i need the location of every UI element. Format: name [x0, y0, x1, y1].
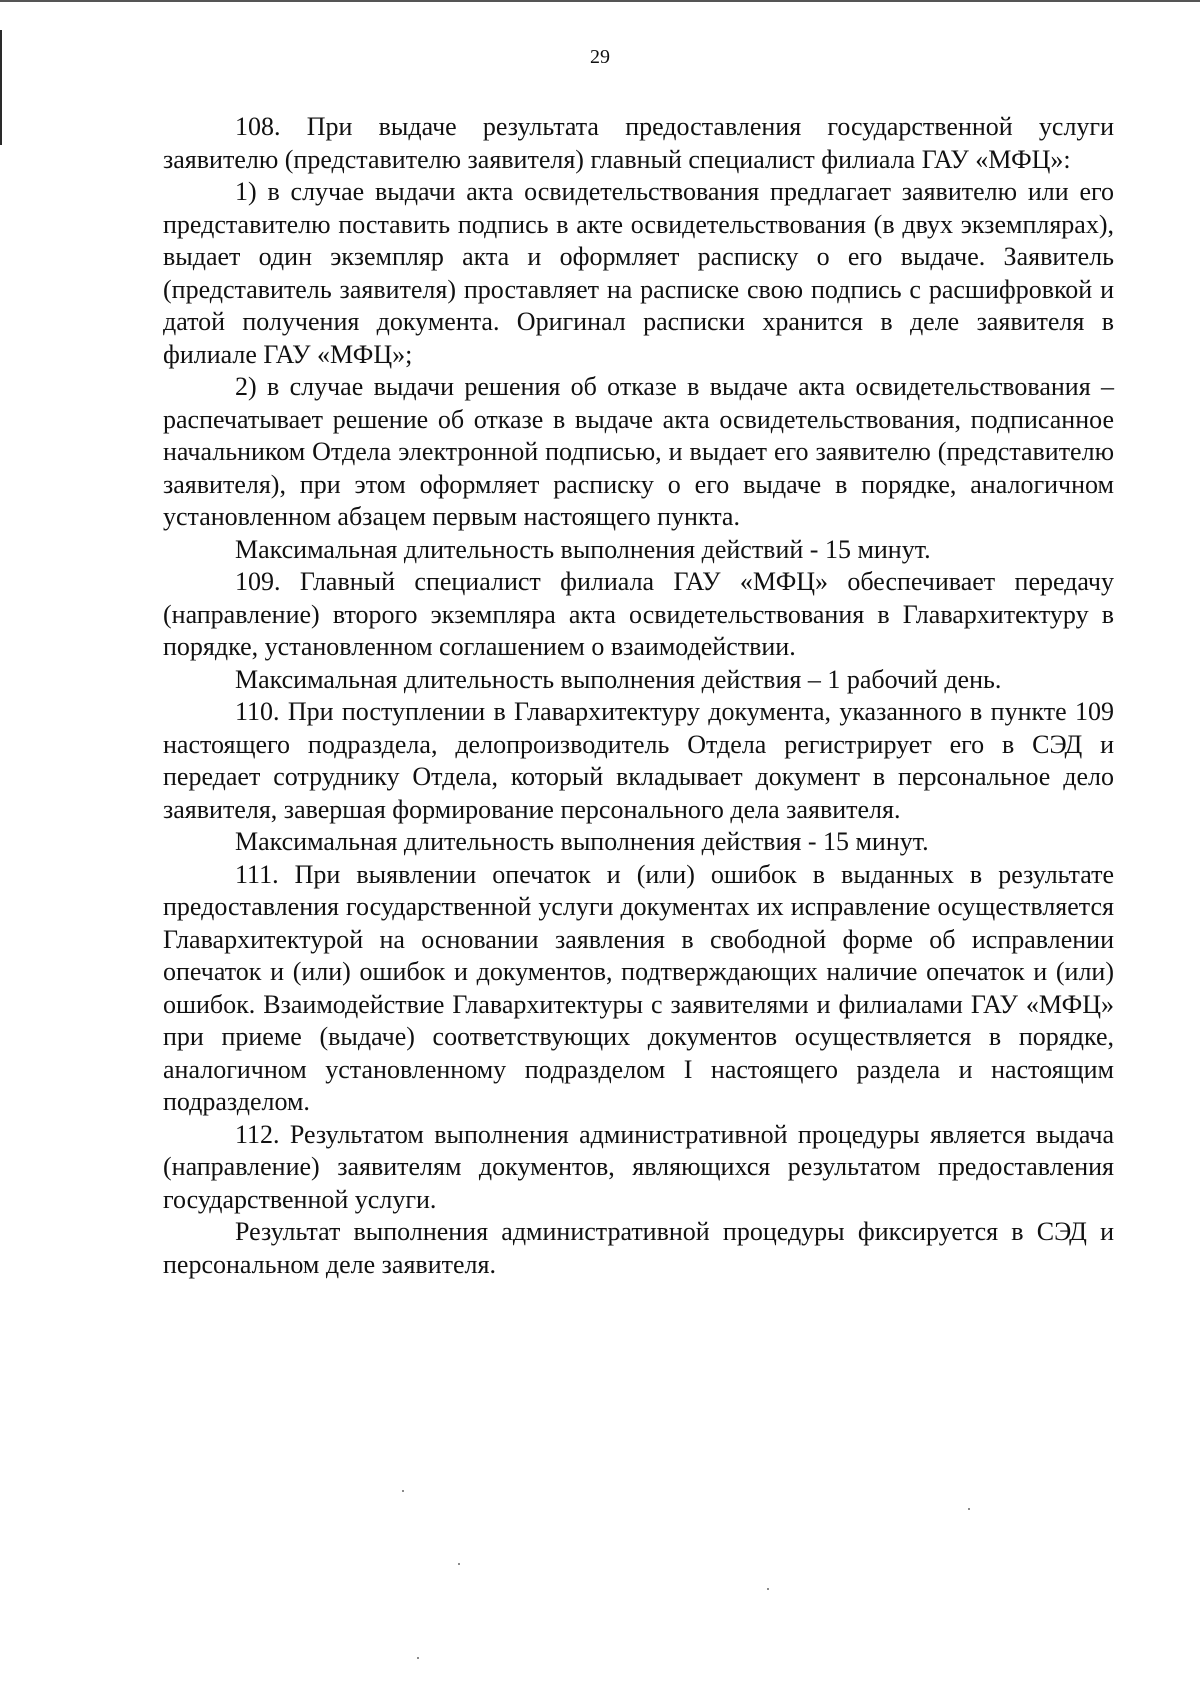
paragraph-111: 111. При выявлении опечаток и (или) ошибок в выданных в результате предоставления государственной услуги документах их исправление осуществляется Главархитектурой на основании заявления в свободной форме об исправлении опечаток и (или) ошибок и документов, подтверждающих наличие опечаток и (или) ошибок. Взаимодействие Главархитектуры с заявителями и филиалами ГАУ «МФЦ» при приеме (выдаче) соответствующих документов осуществляется в порядке, аналогичном установленному подразделом I настоящего раздела и настоящим подразделом. — [163, 859, 1114, 1116]
document-body — [163, 111, 1114, 1281]
scan-speck — [968, 1508, 970, 1510]
scan-edge-top — [0, 0, 1200, 2]
paragraph-108: 108. При выдаче результата предоставления государственной услуги заявителю (представителю заявителя) главный специалист филиала ГАУ «МФЦ»: — [163, 112, 1114, 174]
page-number: 29 — [590, 46, 610, 68]
paragraph-108-item-1: 1) в случае выдачи акта освидетельствования предлагает заявителю или его представителю поставить подпись в акте освидетельствования (в двух экземплярах), выдает один экземпляр акта и оформляет расписку о его выдаче. Заявитель (представитель заявителя) проставляет на расписке свою подпись с расшифровкой и датой получения документа. Оригинал расписки хранится в деле заявителя в филиале ГАУ «МФЦ»; — [163, 177, 1114, 369]
paragraph-112: 112. Результатом выполнения административной процедуры является выдача (направление) заявителям документов, являющихся результатом предоставления государственной услуги. — [163, 1119, 1114, 1214]
paragraph-109: 109. Главный специалист филиала ГАУ «МФЦ» обеспечивает передачу (направление) второго экземпляра акта освидетельствования в Главархитектуру в порядке, установленном соглашением о взаимодействии. — [163, 567, 1114, 661]
scan-speck — [458, 1563, 460, 1565]
paragraph-108-item-2: 2) в случае выдачи решения об отказе в выдаче акта освидетельствования – распечатывает решение об отказе в выдаче акта освидетельствования, подписанное начальником Отдела электронной подписью, и выдает его заявителю (представителю заявителя), при этом оформляет расписку о его выдаче в порядке, аналогичном установленном абзацем первым настоящего пункта. — [163, 372, 1114, 531]
duration-note-108: Максимальная длительность выполнения действий - 15 минут. — [235, 534, 931, 564]
paragraph-110: 110. При поступлении в Главархитектуру документа, указанного в пункте 109 настоящего подраздела, делопроизводитель Отдела регистрирует его в СЭД и передает сотруднику Отдела, который вкладывает документ в персональное дело заявителя, завершая формирование персонального дела заявителя. — [163, 697, 1114, 824]
duration-note-109: Максимальная длительность выполнения действия – 1 рабочий день. — [235, 664, 1002, 694]
scan-speck — [767, 1588, 769, 1590]
scan-speck — [417, 1657, 419, 1659]
paragraph-112-result: Результат выполнения административной процедуры фиксируется в СЭД и персональном деле заявителя. — [163, 1217, 1114, 1279]
duration-note-110: Максимальная длительность выполнения действия - 15 минут. — [235, 827, 929, 856]
scan-speck — [402, 1490, 404, 1492]
